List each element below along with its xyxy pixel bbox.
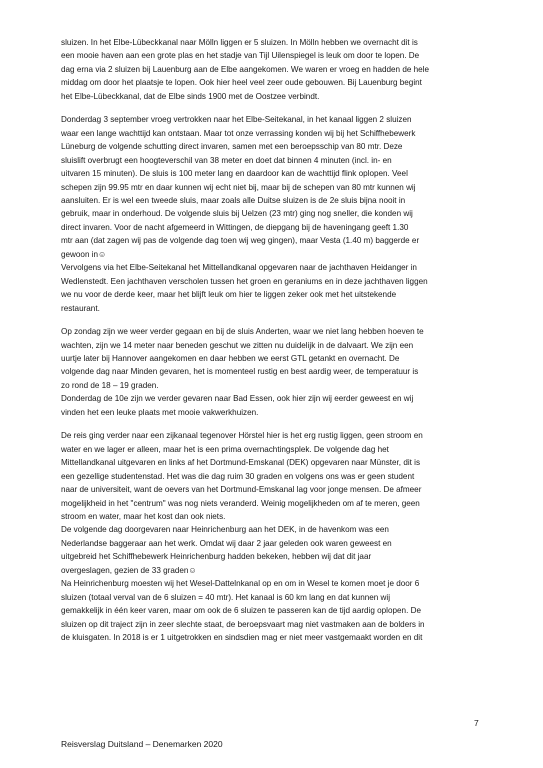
text-line: stroom en water, maar het kost dan ook niets. — [61, 511, 226, 521]
paragraph — [61, 113, 485, 315]
text-line: water en we lager er alleen, maar het is een prima overnachtingsplek. De volgende dag het — [61, 444, 389, 454]
text-line: restaurant. — [61, 303, 100, 313]
text-line: Wedlenstedt. Een jachthaven verscholen tussen het groen en geraniums en in deze jachthaven liggen — [61, 276, 428, 286]
text-line: gemakkelijk in één keer varen, maar om ook de 6 sluizen te passeren kan de tijd aardig oplopen. De — [61, 606, 421, 616]
text-line: schepen zijn 99.95 mtr en daar kunnen wij echt niet bij, maar bij de schepen van 80 mtr kunnen wij — [61, 182, 416, 192]
text-line: uitvaren 15 minuten). De sluis is 100 meter lang en daardoor kan de wachttijd flink oplopen. Veel — [61, 169, 408, 179]
text-line: we nu voor de derde keer, maar het blijft leuk om hier te liggen zeker ook met het uitstekende — [61, 290, 397, 300]
paragraph — [61, 429, 485, 644]
page-footer: Reisverslag Duitsland – Denemarken 2020 — [61, 739, 223, 749]
page-body — [61, 36, 485, 644]
text-line: naar de universiteit, want de oevers van het Dortmund-Emskanal lag voor jonge mensen. De afmeer — [61, 485, 422, 495]
text-line: een gezellige studentenstad. Het was die dag ruim 30 graden en volgens ons was er geen student — [61, 471, 415, 481]
text-line: sluizen op dit traject zijn in zeer slechte staat, de beroepsvaart mag niet vastmaken aan de bolders in — [61, 619, 425, 629]
text-line: Donderdag de 10e zijn we verder gevaren naar Bad Essen, ook hier zijn wij eerder geweest en wij — [61, 394, 414, 404]
text-line: Mittellandkanal uitgevaren en links af het Dortmund-Emskanal (DEK) opgevaren naar Münster, dit is — [61, 458, 421, 468]
text-line: waar een lange wachttijd kan ontstaan. Maar tot onze verrassing konden wij bij het Schiffhebewerk — [61, 128, 416, 138]
paragraph-gap — [61, 103, 485, 113]
text-line: Donderdag 3 september vroeg vertrokken naar het Elbe-Seitekanal, in het kanaal liggen 2 sluizen — [61, 115, 412, 125]
text-line: mtr aan (dat zagen wij pas de volgende dag toen wij weg gingen), maar Vesta (1.40 m) baggerde er — [61, 236, 420, 246]
text-line: sluizen. In het Elbe-Lübeckkanal naar Mölln liggen er 5 sluizen. In Mölln hebben we overnacht dit is — [61, 38, 418, 47]
paragraph — [61, 36, 485, 103]
text-line: Op zondag zijn we weer verder gegaan en bij de sluis Anderten, waar we niet lang hebben hoeven te — [61, 327, 424, 337]
text-line: gebruik, maar in onderhoud. De volgende sluis bij Uelzen (23 mtr) ging nog sneller, die konden wij — [61, 209, 413, 219]
text-line: de kluisgaten. In 2018 is er 1 uitgetrokken en sindsdien mag er niet meer vastgemaakt worden en dit — [61, 633, 423, 643]
text-line: wachten, zijn we 14 meter naar beneden geschut we zitten nu duidelijk in de dalvaart. We zijn een — [61, 340, 414, 350]
text-line: aansluiten. Er is wel een tweede sluis, maar zoals alle Duitse sluizen is de 2e sluis bijna nooit in — [61, 195, 406, 205]
text-line: sluislift overbrugt een hoogteverschil van 38 meter en doet dat binnen 4 minuten (incl. in- en — [61, 155, 392, 165]
text-line: mogelijkheid in het "centrum" was nog niets veranderd. Weinig mogelijkheden om af te meren, geen — [61, 498, 420, 508]
text-line: Lüneburg de volgende schutting direct invaren, samen met een beroepsschip van 80 mtr. Deze — [61, 142, 403, 152]
text-line: De volgende dag doorgevaren naar Heinrichenburg aan het DEK, in de havenkom was een — [61, 525, 389, 535]
text-line: vinden het een leuke plaats met mooie vakwerkhuizen. — [61, 407, 259, 417]
text-line: middag om door het plaatsje te lopen. Ook hier heel veel zeer oude gebouwen. Bij Lauenburg begint — [61, 78, 422, 88]
text-line: zo rond de 18 – 19 graden. — [61, 380, 159, 390]
text-line: overgeslagen, gezien de 33 graden☺ — [61, 565, 197, 575]
text-line: Nederlandse baggeraar aan het werk. Omdat wij daar 2 jaar geleden ook waren geweest en — [61, 538, 392, 548]
paragraph-gap — [61, 315, 485, 325]
text-line: dag erna via 2 sluizen bij Lauenburg aan de Elbe aangekomen. We waren er vroeg en hadden de hele — [61, 64, 429, 74]
text-line: gewoon in☺ — [61, 249, 107, 259]
paragraph-gap — [61, 419, 485, 429]
text-line: het Elbe-Lübeckkanal, dat de Elbe sinds 1900 met de Oostzee verbindt. — [61, 91, 320, 101]
text-line: uurtje later bij Hannover aangekomen en daar hebben we eerst GTL getankt en overnacht. De — [61, 353, 400, 363]
text-line: Vervolgens via het Elbe-Seitekanal het Mittellandkanal opgevaren naar de jachthaven Heidanger in — [61, 263, 417, 273]
text-line: uitgebreid het Schiffhebewerk Heinrichenburg hadden bekeken, hebben wij dat dit jaar — [61, 552, 372, 562]
text-line: De reis ging verder naar een zijkanaal tegenover Hörstel hier is het erg rustig liggen, geen stroom en — [61, 431, 423, 441]
text-line: direct invaren. Voor de nacht afgemeerd in Wittingen, de diepgang bij de haveningang geeft 1.30 — [61, 222, 409, 232]
page-number: 7 — [474, 718, 479, 728]
text-line: Na Heinrichenburg moesten wij het Wesel-Dattelnkanal op en om in Wesel te komen moet je door 6 — [61, 579, 420, 589]
paragraph — [61, 325, 485, 419]
text-line: volgende dag naar Minden gevaren, het is momenteel rustig en best aardig weer, de temperatuur is — [61, 367, 419, 377]
text-line: sluizen (totaal verval van de 6 sluizen = 40 mtr). Het kanaal is 60 km lang en dat kunnen wij — [61, 592, 391, 602]
text-line: een mooie haven aan een grote plas en het stadje van Tijl Uilenspiegel is leuk om door te lopen. De — [61, 51, 420, 61]
